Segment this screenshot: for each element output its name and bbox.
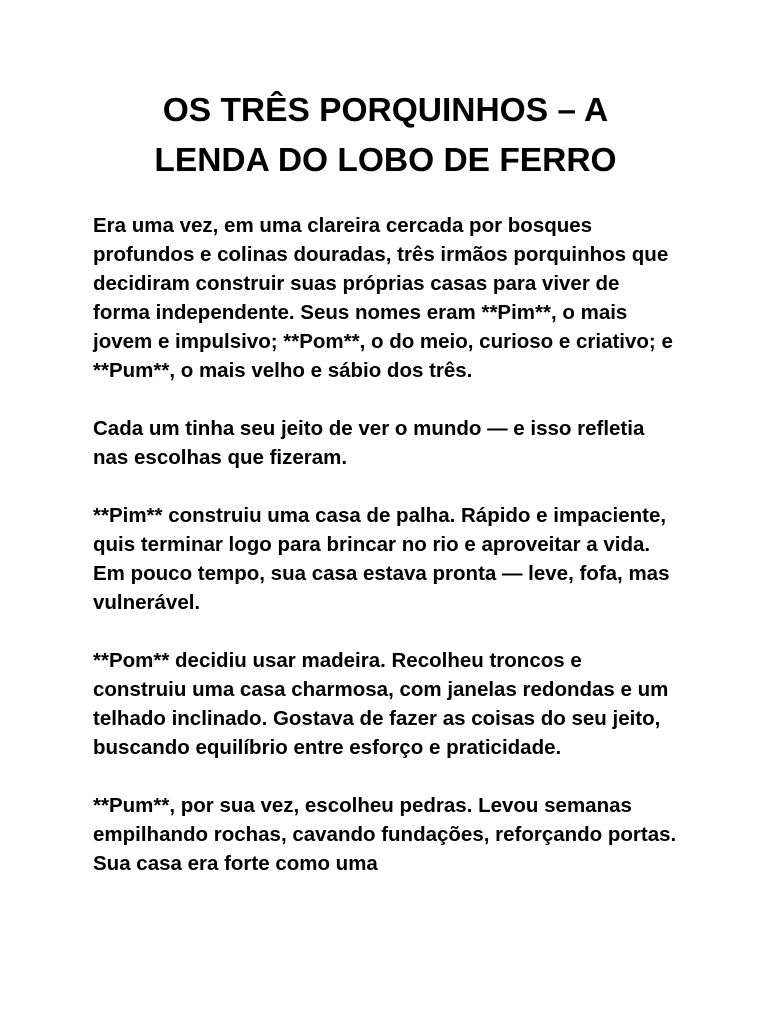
document-page: [93, 86, 678, 907]
title-line-1: OS TRÊS PORQUINHOS – A: [162, 92, 609, 129]
title-line-2: LENDA DO LOBO DE FERRO: [154, 142, 617, 179]
paragraph-4: **Pom** decidiu usar madeira. Recolheu troncos e construiu uma casa charmosa, com janelas redondas e um telhado inclinado. Gostava de fazer as coisas do seu jeito, buscando equilíbrio entre esforço e praticidade.: [93, 649, 669, 759]
document-body: [93, 211, 678, 878]
paragraph-3: **Pim** construiu uma casa de palha. Rápido e impaciente, quis terminar logo para brincar no rio e aproveitar a vida. Em pouco tempo, sua casa estava pronta — leve, fofa, mas vulnerável.: [93, 504, 670, 614]
paragraph-1: Era uma vez, em uma clareira cercada por bosques profundos e colinas douradas, três irmãos porquinhos que decidiram construir suas próprias casas para viver de forma independente. Seus nomes eram **Pim**, o mais jovem e impulsivo; **Pom**, o do meio, curioso e criativo; e **Pum**, o mais velho e sábio dos três.: [93, 214, 673, 382]
paragraph-5: **Pum**, por sua vez, escolheu pedras. Levou semanas empilhando rochas, cavando fundações, reforçando portas. Sua casa era forte como uma: [93, 794, 677, 875]
document-title: [81, 86, 690, 186]
paragraph-2: Cada um tinha seu jeito de ver o mundo — e isso refletia nas escolhas que fizeram.: [93, 417, 645, 469]
